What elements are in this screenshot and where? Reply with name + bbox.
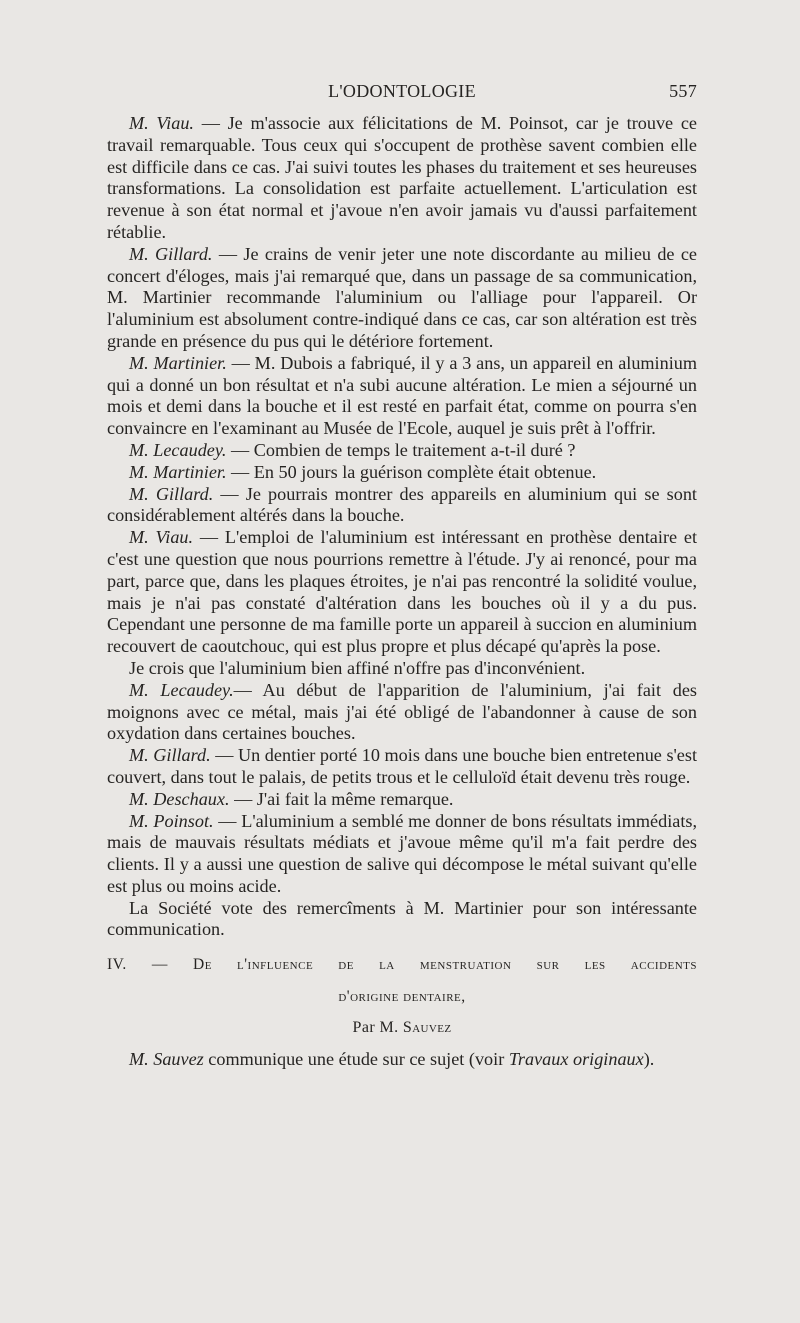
paragraph-2 — [107, 244, 697, 353]
paragraph-text: — L'emploi de l'aluminium est intéressant en prothèse dentaire et c'est une question que nous pourrions remettre à l'étude. J'y ai renoncé, pour ma part, parce que, dans les plaques étroites, je n'ai pas rencontré la solidité voulue, mais je n'ai pas constaté d'altération dans les bouches où il y a du pus. Cependant une personne de ma famille porte un appareil à succion en aluminium recouvert de caoutchouc, qui est plus propre et plus décapé qu'après la pose. — [107, 527, 698, 657]
speaker-name: M. Martinier. — [129, 461, 227, 482]
paragraph-9 — [107, 680, 697, 745]
speaker-name: M. Martinier. — [129, 352, 227, 373]
paragraph-12 — [107, 811, 697, 898]
paragraph-6 — [107, 484, 697, 528]
paragraph-text: — Au début de l'apparition de l'aluminium, j'ai fait des moignons avec ce métal, mais j'ai été obligé de l'abandonner à cause de son oxydation dans certaines bouches. — [107, 679, 697, 744]
speaker-name: M. Viau. — [129, 527, 194, 548]
paragraph-text: Je crois que l'aluminium bien affiné n'offre pas d'inconvénient. — [129, 657, 586, 678]
paragraph-1 — [107, 113, 697, 244]
section-title-line-1 — [107, 953, 697, 977]
paragraph-8 — [107, 658, 697, 680]
paragraph-text: — L'aluminium a semblé me donner de bons résultats immédiats, mais de mauvais résultats médiats et j'avoue même qu'il m'a fait perdre des clients. Il y a aussi une question de salive qui décompose le métal suivant qu'elle est plus ou moins acide. — [107, 810, 697, 896]
paragraph-4 — [107, 440, 697, 462]
paragraph-text: — Combien de temps le traitement a-t-il duré ? — [226, 439, 576, 460]
closing-text: communique une étude sur ce sujet (voir — [203, 1049, 509, 1070]
paragraph-text: — Je m'associe aux félicitations de M. Poinsot, car je trouve ce travail remarquable. Tous ceux qui s'occupent de prothèse savent combien elle est difficile dans ce cas. J'ai suivi toutes les phases du traitement et ses heureuses transformations. La consolidation est parfaite actuellement. L'articulation est revenue à son état normal et j'avoue n'en avoir jamais vu d'aussi parfaitement rétablie. — [107, 113, 697, 242]
paragraph-11 — [107, 789, 697, 811]
running-head — [107, 81, 697, 107]
paragraph-3 — [107, 353, 697, 440]
section-heading — [107, 953, 697, 1009]
speaker-name: M. Gillard. — [129, 243, 213, 264]
journal-title: L'ODONTOLOGIE — [328, 81, 476, 101]
paragraph-text: La Société vote des remercîments à M. Martinier pour son intéressante communication. — [107, 897, 697, 940]
paragraph-text: — En 50 jours la guérison complète était obtenue. — [226, 461, 597, 482]
section-byline — [107, 1017, 697, 1039]
section-number: IV. — [107, 956, 127, 974]
closing-text-end: ). — [643, 1049, 655, 1070]
byline-prefix: Par M. — [352, 1019, 403, 1037]
paragraph-5 — [107, 462, 697, 484]
page-number: 557 — [669, 81, 697, 101]
paragraph-text: — M. Dubois a fabriqué, il y a 3 ans, un appareil en aluminium qui a donné un bon résultat et n'a subi aucune altération. Le mien a séjourné un mois et demi dans la bouche et il est resté en parfait état, comme on pourra s'en convaincre en l'examinant au Musée de l'Ecole, auquel je suis prêt à l'offrir. — [107, 352, 697, 439]
section-title-text: — De l'influence de la menstruation sur les accidents — [151, 956, 698, 974]
paragraph-text: — Un dentier porté 10 mois dans une bouche bien entretenue s'est couvert, dans tout le palais, de petits trous et le celluloïd était devenu très rouge. — [107, 745, 698, 787]
byline-author: Sauvez — [402, 1019, 452, 1037]
speaker-name: M. Lecaudey. — [129, 439, 227, 460]
speaker-name: M. Deschaux. — [129, 788, 230, 809]
speaker-name: M. Lecaudey. — [129, 679, 234, 700]
paragraph-text: — J'ai fait la même remarque. — [229, 788, 454, 809]
speaker-name: M. Viau. — [129, 113, 194, 133]
body-text — [107, 113, 697, 1071]
speaker-name: M. Gillard. — [129, 483, 214, 504]
closing-paragraph — [107, 1049, 697, 1071]
paragraph-text: — Je pourrais montrer des appareils en aluminium qui se sont considérablement altérés dans la bouche. — [107, 483, 697, 526]
paragraph-10 — [107, 745, 697, 789]
speaker-name: M. Gillard. — [129, 745, 211, 766]
speaker-name: M. Poinsot. — [129, 810, 214, 831]
speaker-name: M. Sauvez — [129, 1049, 204, 1070]
paragraph-13 — [107, 898, 697, 942]
referenced-work-title: Travaux originaux — [508, 1049, 644, 1070]
paragraph-text: — Je crains de venir jeter une note discordante au milieu de ce concert d'éloges, mais j'ai remarqué que, dans un passage de sa communication, M. Martinier recommande l'aluminium ou l'alliage pour l'appareil. Or l'aluminium est absolument contre-indiqué dans ce cas, car son altération est très grande en présence du pus qui le détériore fortement. — [107, 243, 697, 351]
paragraph-7 — [107, 527, 697, 658]
section-title-line-2: d'origine dentaire, — [338, 988, 466, 1006]
